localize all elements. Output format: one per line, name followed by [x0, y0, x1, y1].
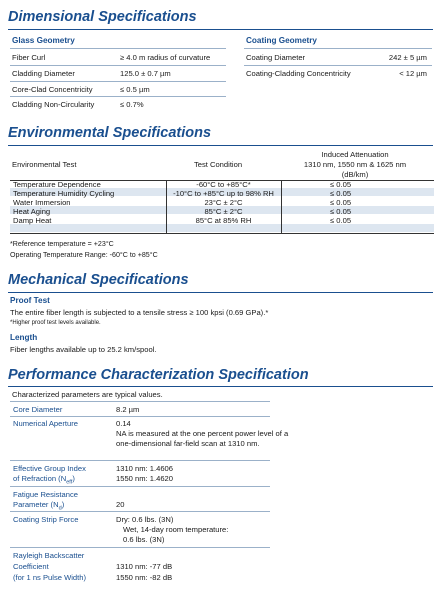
- col-attenuation-line2: 1310 nm, 1550 nm & 1625 nm: [303, 160, 407, 169]
- strip-force-wet-value: 0.6 lbs. (3N): [123, 535, 165, 544]
- strip-force-wet: Wet, 14-day room temperature:: [123, 525, 229, 534]
- col-test-condition: Test Condition: [193, 160, 243, 169]
- env-test: Temperature Humidity Cycling: [13, 189, 115, 198]
- glass-value: ≥ 4.0 m radius of curvature: [120, 53, 211, 62]
- perf-divider: [10, 401, 270, 402]
- proof-test-note: *Higher proof test levels available.: [10, 320, 101, 326]
- rayleigh-1550: 1550 nm: -82 dB: [116, 573, 173, 582]
- length-text: Fiber lengths available up to 25.2 km/spool.: [10, 345, 157, 354]
- env-test: Damp Heat: [13, 216, 52, 225]
- glass-divider: [10, 48, 226, 49]
- group-index-label-line2: of Refraction $(N_{eff})$: [13, 474, 75, 486]
- perf-divider: [10, 547, 270, 548]
- fatigue-value: 20: [116, 500, 125, 509]
- mechanical-title: Mechanical Specifications: [8, 272, 189, 288]
- coating-label: Coating Diameter: [246, 53, 306, 62]
- coating-divider: [244, 65, 432, 66]
- mechanical-rule: [8, 292, 433, 293]
- perf-divider: [10, 460, 270, 461]
- coating-divider: [244, 48, 432, 49]
- strip-force-label: Coating Strip Force: [13, 515, 79, 524]
- strip-force-dry: Dry: 0.6 lbs. (3N): [116, 515, 174, 524]
- perf-divider: [10, 486, 270, 487]
- env-test: Water Immersion: [13, 198, 71, 207]
- core-diameter-value: 8.2 µm: [116, 405, 140, 414]
- coating-value: < 12 µm: [399, 69, 427, 78]
- env-condition: 23°C ± 2°C: [204, 198, 243, 207]
- core-diameter-label: Core Diameter: [13, 405, 63, 414]
- rayleigh-1310: 1310 nm: -77 dB: [116, 562, 173, 571]
- group-index-label-line1: Effective Group Index: [13, 464, 86, 473]
- glass-label: Fiber Curl: [12, 53, 46, 62]
- group-index-1310: 1310 nm: 1.4606: [116, 464, 173, 473]
- glass-value: 125.0 ± 0.7 µm: [120, 69, 171, 78]
- env-value: ≤ 0.05: [330, 207, 352, 216]
- numerical-aperture-value: 0.14: [116, 419, 131, 428]
- environmental-title: Environmental Specifications: [8, 125, 212, 141]
- dimensional-rule: [8, 29, 433, 30]
- fatigue-label-line1: Fatigue Resistance: [13, 490, 79, 499]
- env-value: ≤ 0.05: [330, 216, 352, 225]
- glass-divider: [10, 81, 226, 82]
- env-row-shade: [10, 224, 434, 232]
- glass-divider: [10, 96, 226, 97]
- env-operating-range: Operating Temperature Range: -60°C to +85°C: [10, 251, 158, 259]
- proof-test-header: Proof Test: [10, 296, 50, 305]
- env-condition: 85°C ± 2°C: [204, 207, 243, 216]
- glass-geometry-header: Glass Geometry: [12, 36, 75, 45]
- glass-label: Cladding Non-Circularity: [12, 100, 95, 109]
- env-test: Heat Aging: [13, 207, 51, 216]
- glass-label: Cladding Diameter: [12, 69, 75, 78]
- numerical-aperture-note: NA is measured at the one percent power level of a one-dimensional far-field scan at 1310 nm.: [116, 429, 289, 448]
- rayleigh-label-line2: Coefficient: [13, 562, 49, 571]
- group-index-1550: 1550 nm: 1.4620: [116, 474, 173, 483]
- numerical-aperture-label: Numerical Aperture: [13, 419, 78, 428]
- proof-test-text: The entire fiber length is subjected to a tensile stress ≥ 100 kpsi (0.69 GPa).*: [10, 308, 269, 317]
- glass-value: ≤ 0.7%: [120, 100, 144, 109]
- env-condition: -10°C to +85°C up to 98% RH: [173, 189, 274, 198]
- glass-label: Core-Clad Concentricity: [12, 85, 93, 94]
- glass-divider: [10, 65, 226, 66]
- env-condition: -60°C to +85°C*: [196, 180, 251, 189]
- coating-label: Coating-Cladding Concentricity: [246, 69, 351, 78]
- col-attenuation-line1: Induced Attenuation: [321, 150, 389, 159]
- length-header: Length: [10, 333, 38, 342]
- env-test: Temperature Dependence: [13, 180, 101, 189]
- coating-value: 242 ± 5 µm: [388, 53, 427, 62]
- glass-value: ≤ 0.5 µm: [120, 85, 150, 94]
- fatigue-label-line2: Parameter $(N_d)$: [13, 500, 65, 512]
- performance-title: Performance Characterization Specification: [8, 367, 309, 383]
- col-attenuation-line3: (dB/km): [341, 170, 369, 179]
- performance-intro: Characterized parameters are typical values.: [12, 390, 163, 399]
- env-value: ≤ 0.05: [330, 198, 352, 207]
- environmental-rule: [8, 145, 433, 146]
- col-environmental-test: Environmental Test: [12, 160, 77, 169]
- dimensional-title: Dimensional Specifications: [8, 9, 197, 25]
- env-footnote: *Reference temperature = +23°C: [10, 240, 114, 248]
- performance-rule: [8, 386, 433, 387]
- rayleigh-label-line3: (for 1 ns Pulse Width): [13, 573, 87, 582]
- env-value: ≤ 0.05: [330, 189, 352, 198]
- rayleigh-label-line1: Rayleigh Backscatter: [13, 551, 85, 560]
- perf-divider: [10, 511, 270, 512]
- env-condition: 85°C at 85% RH: [195, 216, 252, 225]
- env-col-divider: [281, 180, 282, 233]
- env-value: ≤ 0.05: [330, 180, 352, 189]
- env-table-bottom: [10, 233, 434, 234]
- coating-geometry-header: Coating Geometry: [246, 36, 317, 45]
- perf-divider: [10, 416, 270, 417]
